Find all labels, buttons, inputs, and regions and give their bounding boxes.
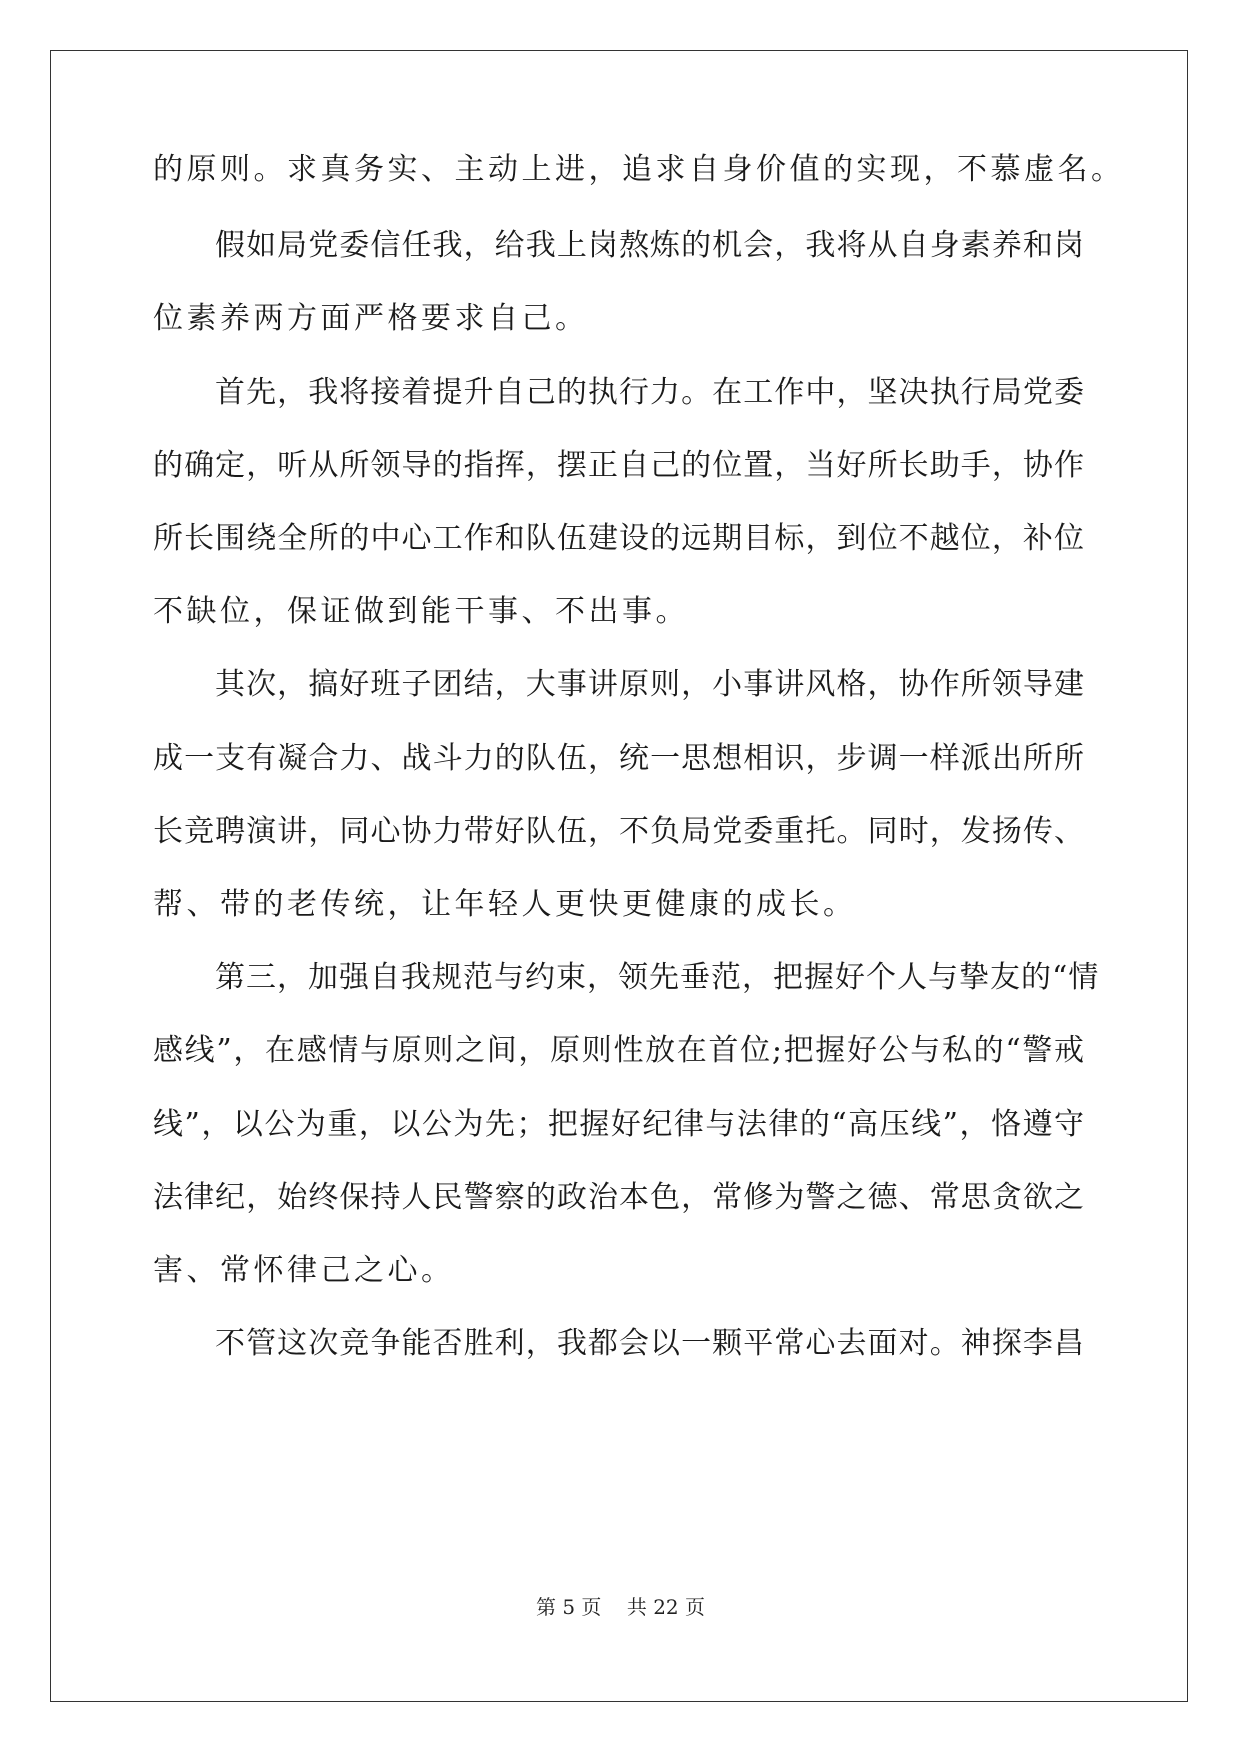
body-text-line: 法律纪，始终保持人民警察的政治本色，常修为警之德、常思贪欲之: [153, 1180, 1085, 1215]
body-text-line: 线”，以公为重，以公为先；把握好纪律与法律的“高压线”，恪遵守: [153, 1107, 1085, 1142]
body-text-line: 不缺位，保证做到能干事、不出事。: [153, 594, 689, 629]
body-text-line: 长竞聘演讲，同心协力带好队伍，不负局党委重托。同时，发扬传、: [153, 814, 1085, 849]
paragraph-first-line: 第三，加强自我规范与约束，领先垂范，把握好个人与挚友的“情: [215, 960, 1100, 995]
body-text-line: 位素养两方面严格要求自己。: [153, 301, 589, 336]
paragraph-first-line: 不管这次竞争能否胜利，我都会以一颗平常心去面对。神探李昌: [215, 1326, 1085, 1361]
body-text-line: 感线”，在感情与原则之间，原则性放在首位;把握好公与私的“警戒: [153, 1033, 1085, 1068]
paragraph-first-line: 假如局党委信任我，给我上岗熬炼的机会，我将从自身素养和岗: [215, 228, 1085, 263]
body-text-line: 成一支有凝合力、战斗力的队伍，统一思想相识，步调一样派出所所: [153, 741, 1085, 776]
body-text-line: 的原则。求真务实、主动上进，追求自身价值的实现，不慕虚名。: [153, 152, 1125, 187]
paragraph-first-line: 其次，搞好班子团结，大事讲原则，小事讲风格，协作所领导建: [215, 667, 1085, 702]
body-text-line: 所长围绕全所的中心工作和队伍建设的远期目标，到位不越位，补位: [153, 521, 1085, 556]
body-text-line: 害、常怀律己之心。: [153, 1253, 455, 1288]
body-text-line: 的确定，听从所领导的指挥，摆正自己的位置，当好所长助手，协作: [153, 448, 1085, 483]
paragraph-first-line: 首先，我将接着提升自己的执行力。在工作中，坚决执行局党委: [215, 375, 1085, 410]
body-text-line: 帮、带的老传统，让年轻人更快更健康的成长。: [153, 887, 857, 922]
page-number-footer: 第 5 页 共 22 页: [535, 1595, 706, 1619]
